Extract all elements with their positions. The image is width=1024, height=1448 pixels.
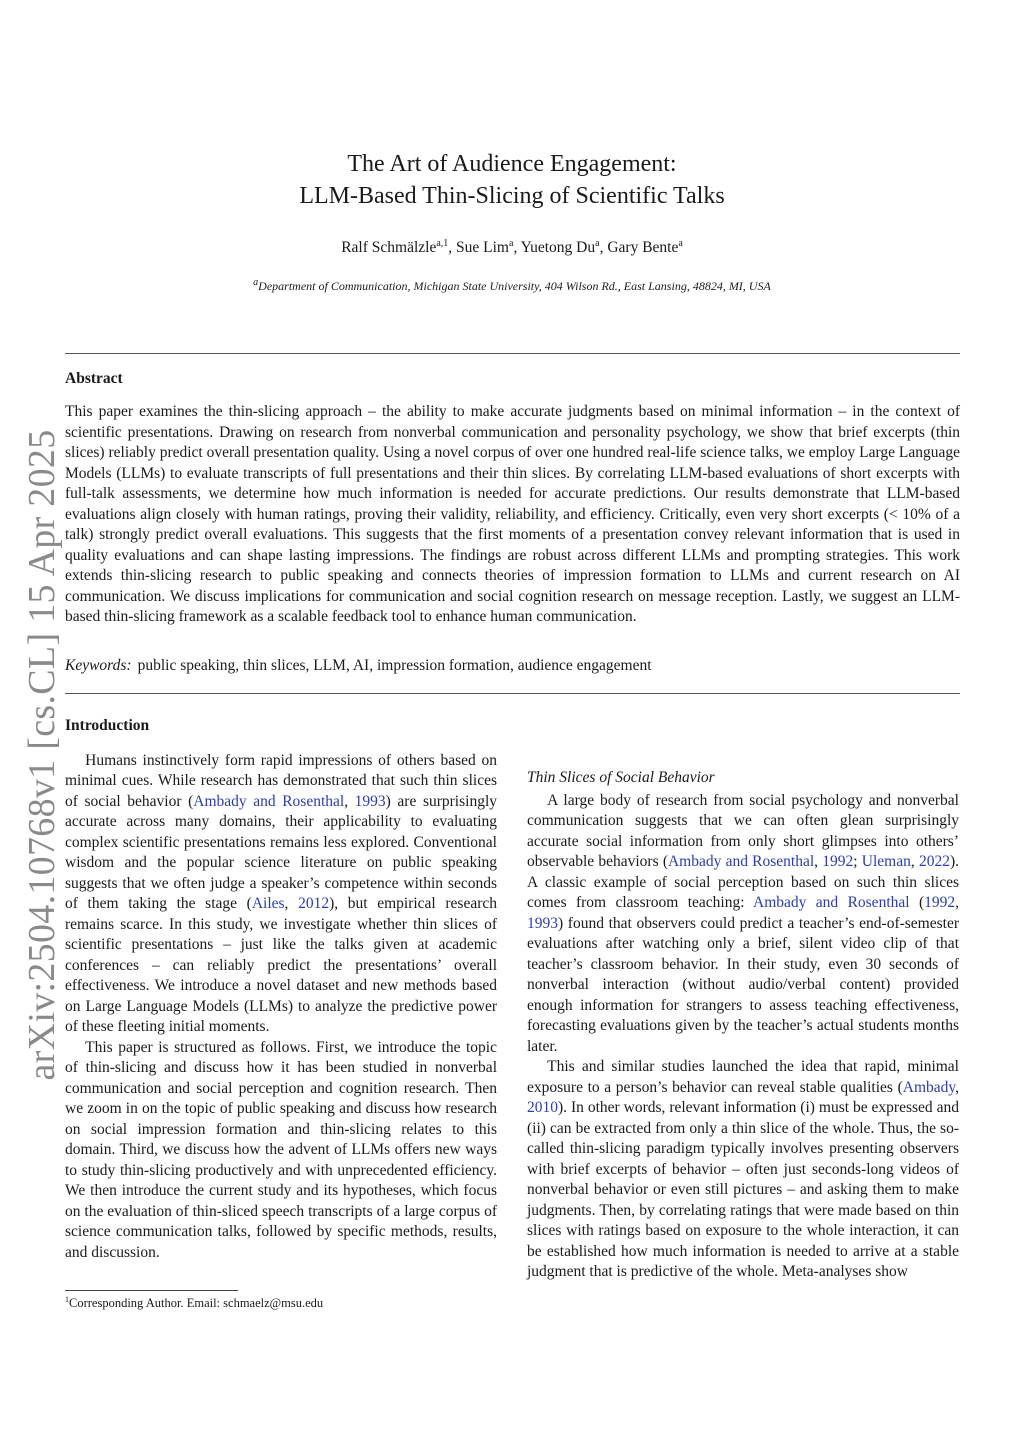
title-line-1: The Art of Audience Engagement:: [347, 151, 677, 177]
citation-year-link[interactable]: 2022: [918, 853, 950, 870]
citation-year-link[interactable]: 1993: [354, 792, 386, 810]
citation-year-link[interactable]: 1993: [527, 914, 558, 932]
paragraph: This paper is structured as follows. First, we introduce the topic of thin-slicing and discuss how it has been studied in nonverbal communication and social perception and cognition research. Then we zoom in on the topic of public speaking and discuss how research on social impression formation and thin-slicing relates to this domain. Third, we discuss how the advent of LLMs offers new ways to study thin-slicing productively and with unprecedented efficiency. We then introduce the current study and its hypotheses, which focus on the evaluation of thin-sliced speech transcripts of a large corpus of science communication talks, followed by specific methods, results, and discussion.: [65, 1038, 497, 1261]
citation-link[interactable]: Ambady and Rosenthal: [753, 894, 910, 911]
paragraph: A large body of research from social psychology and nonverbal communication suggests that we can often glean surprisingly accurate social information from only short glimpses into others’ observable behaviors (Ambady and Rosenthal, 1992; Uleman, 2022). A classic example of social perception based on such thin slices comes from classroom teaching: Ambady and Rosenthal (1992, 1993) found that observers could predict a teacher’s end-of-semester evaluations after watching only a brief, silent video clip of that teacher’s classroom behavior. In their study, even 30 seconds of nonverbal interaction (without audio/verbal content) provided enough information for strangers to assess teaching effectiveness, forecasting evaluations given by the teacher’s actual students months later.: [527, 791, 960, 1055]
affiliation-text: Department of Communication, Michigan State University, 404 Wilson Rd., East Lansing, 48824, MI, USA: [258, 279, 771, 293]
citation-link[interactable]: Uleman: [861, 853, 911, 870]
author-affiliation-mark: a,1: [436, 238, 449, 249]
citation-link[interactable]: Ambady and Rosenthal: [193, 792, 345, 810]
author-affiliation-mark: a: [678, 238, 683, 249]
affiliation-mark: a: [253, 277, 259, 288]
abstract-heading: Abstract: [65, 370, 123, 387]
right-column: [527, 716, 959, 1283]
citation-year-link[interactable]: 2012: [298, 895, 330, 912]
keywords-list: public speaking, thin slices, LLM, AI, impression formation, audience engagement: [137, 657, 652, 674]
author-name: Sue Lim: [456, 239, 509, 257]
citation-year-link[interactable]: 2010: [527, 1099, 558, 1116]
citation-year-link[interactable]: 1992: [924, 894, 956, 911]
citation-link[interactable]: Ambady and Rosenthal: [667, 853, 815, 870]
author-affiliation-mark: a: [595, 238, 600, 249]
footnote-mark: 1: [65, 1295, 69, 1304]
arxiv-identifier: arXiv:2504.10768v1 [cs.CL] 15 Apr 2025: [21, 429, 63, 1081]
top-divider: [65, 353, 960, 354]
author-name: Yuetong Du: [520, 239, 596, 257]
author-affiliation-mark: a: [509, 238, 514, 249]
section-heading: Introduction: [65, 717, 150, 734]
author-name: Ralf Schmälzle: [341, 239, 437, 257]
abstract-bottom-divider: [65, 693, 960, 694]
paragraph: This and similar studies launched the idea that rapid, minimal exposure to a person’s behavior can reveal stable qualities (Ambady, 2010). In other words, relevant information (i) must be expressed and (ii) can be extracted from only a thin slice of the whole. Thus, the so-called thin-slicing paradigm typically involves presenting observers with brief excerpts of behavior – often just seconds-long videos of nonverbal behavior or even still pictures – and asking them to make judgments. Then, by correlating ratings that were made based on thin slices with ratings based on exposure to the whole interaction, it can be established how much information is needed to arrive at a stable judgment that is predictive of the whole. Meta-analyses show: [527, 1058, 959, 1280]
paper-title: [0, 148, 1024, 212]
left-column: [65, 716, 497, 1263]
footnote-text: Corresponding Author. Email: schmaelz@msu.edu: [69, 1296, 324, 1311]
author-list: Ralf Schmälzle$^{a,1}$, Sue Lim$^a$, Yuetong Du$^a$, Gary Bente$^a$: [341, 238, 683, 257]
citation-link[interactable]: Ambady: [902, 1078, 956, 1096]
citation-year-link[interactable]: 1992: [822, 853, 854, 870]
paragraph: Humans instinctively form rapid impressions of others based on minimal cues. While research has demonstrated that such thin slices of social behavior (Ambady and Rosenthal, 1993) are surprisingly accurate across many domains, their applicability to evaluating complex scientific presentations remains less explored. Conventional wisdom and the popular science literature on public speaking suggests that we often judge a speaker’s competence within seconds of them taking the stage (Ailes, 2012), but empirical research remains scarce. In this study, we investigate whether thin slices of scientific presentations – just like the talks given at academic conferences – can reliably predict the presentations’ overall effectiveness. We introduce a novel dataset and new methods based on Large Language Models (LLMs) to analyze the predictive power of these fleeting initial moments.: [65, 751, 498, 1035]
footnote: [65, 1295, 323, 1311]
subsection-heading: Thin Slices of Social Behavior: [527, 769, 715, 786]
abstract-text: This paper examines the thin-slicing approach – the ability to make accurate judgments based on minimal information – in the context of scientific presentations. Drawing on research from nonverbal communication and personality psychology, we show that brief excerpts (thin slices) reliably predict overall presentation quality. Using a novel corpus of over one hundred real-life science talks, we employ Large Language Models (LLMs) to evaluate transcripts of full presentations and their thin slices. By correlating LLM-based evaluations of short excerpts with full-talk assessments, we determine how much information is needed for accurate predictions. Our results demonstrate that LLM-based evaluations align closely with human ratings, proving their validity, reliability, and efficiency. Critically, even very short excerpts (< 10% of a talk) strongly predict overall evaluations. This suggests that the first moments of a presentation convey relevant information that is used in quality evaluations and can shape lasting impressions. The findings are robust across different LLMs and prompting strategies. This work extends thin-slicing research to public speaking and connects theories of impression formation to LLMs and current research on AI communication. We discuss implications for communication and social cognition research on message reception. Lastly, we suggest an LLM-based thin-slicing framework as a scalable feedback tool to enhance human communication.: [65, 403, 960, 625]
footnote-rule: [65, 1290, 238, 1291]
affiliation: [0, 277, 1024, 294]
citation-link[interactable]: Ailes: [251, 895, 285, 912]
keywords: [65, 657, 960, 675]
keywords-label: Keywords:: [65, 657, 132, 674]
author-name: Gary Bente: [607, 239, 679, 257]
title-line-2: LLM-Based Thin-Slicing of Scientific Talks: [299, 183, 725, 209]
arxiv-side-stamp: [21, 429, 63, 1081]
